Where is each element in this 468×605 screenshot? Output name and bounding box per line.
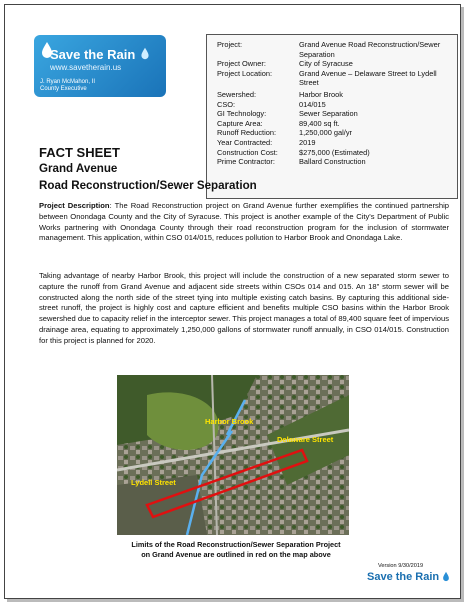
info-key: Sewershed: (217, 89, 257, 99)
info-row (207, 119, 457, 129)
description-label: Project Description (39, 201, 110, 210)
project-detail-paragraph: Taking advantage of nearby Harbor Brook, this project will include the construction of a new separated storm sewer to capture the runoff from Grand Avenue and adjacent side streets within CSOs 014 and 015. An 18" storm sewer will be constructed along the north side of the street tying into multiple existing catch basins. By capturing this additional side-street runoff, the project is highly cost and capture efficient and benefits multiple CSO basins within the Harbor Brook sewershed due to capacity relief in the interceptor sewer. This project manages a total of 89,400 square feet of impervious drainage area, equating to approximately 1,250,000 gallons of stormwater runoff annually, in CSO 014/015. Construction for this project is planned for 2020. (39, 271, 449, 345)
logo-url: www.savetherain.us (50, 63, 122, 72)
executive-name: J. Ryan McMahon, II (40, 79, 96, 85)
info-key: CSO: (217, 99, 236, 109)
info-value: Ballard Construction (299, 157, 366, 167)
info-value: 2019 (299, 137, 316, 147)
heading-fact-sheet: FACT SHEET (39, 145, 120, 160)
info-value: 014/015 (299, 99, 326, 109)
info-row (207, 90, 457, 100)
info-key: Runoff Reduction: (217, 128, 277, 138)
info-value: 1,250,000 gal/yr (299, 128, 353, 138)
description-text: : The Road Reconstruction project on Grand Avenue further exemplifies the continued partnership between Onondaga County and the City of Syracuse. This project is another example of the City's Department of Public Works partnering with Onondaga County through their road reconstruction program for the inclusion of stormwater management. This application, within CSO 014/015, reduces pollution to Harbor Brook and Onondaga Lake. (39, 201, 449, 243)
caption-line-2: on Grand Avenue are outlined in red on the map above (141, 549, 331, 559)
info-value: 89,400 sq ft. (299, 118, 340, 128)
map-label-harbor-brook: Harbor Brook (205, 417, 254, 426)
info-row (207, 69, 457, 88)
info-row (207, 40, 457, 59)
page-heading (39, 145, 257, 192)
info-value: Sewer Separation (299, 109, 358, 119)
version-label: Version 9/30/2019 (378, 563, 424, 569)
info-value: Harbor Brook (299, 89, 343, 99)
heading-project-type: Road Reconstruction/Sewer Separation (39, 179, 257, 192)
logo-executive (40, 79, 95, 93)
info-key: Year Contracted: (217, 137, 273, 147)
map-label-delaware-street: Delaware Street (277, 435, 334, 444)
aerial-map-image (117, 375, 349, 535)
info-value: Grand Avenue Road Reconstruction/Sewer Separation (299, 40, 441, 59)
logo-title: Save the Rain (50, 47, 136, 62)
info-value: City of Syracuse (299, 59, 353, 69)
heading-project-name: Grand Avenue (39, 162, 118, 175)
info-key: Capture Area: (217, 118, 263, 128)
info-row (207, 59, 457, 69)
info-key: GI Technology: (217, 109, 267, 119)
footer-logo (367, 571, 450, 583)
info-key: Project: (217, 40, 243, 49)
info-value: Grand Avenue – Delaware Street to Lydell Street (299, 68, 437, 88)
fact-sheet-page (4, 4, 461, 599)
info-key: Project Owner: (217, 59, 266, 69)
info-key: Prime Contractor: (217, 157, 275, 167)
info-key: Construction Cost: (217, 147, 278, 157)
map-caption (107, 540, 365, 559)
footer-logo-text: Save the Rain (367, 571, 440, 583)
info-row (207, 109, 457, 119)
footer-raindrop-icon (442, 571, 450, 582)
info-value: $275,000 (Estimated) (299, 147, 370, 157)
map-label-lydell-street: Lydell Street (131, 478, 176, 487)
info-row (207, 128, 457, 138)
info-key: Project Location: (217, 68, 273, 78)
executive-role: County Executive (40, 86, 87, 92)
project-description-paragraph (39, 201, 449, 244)
caption-line-1: Limits of the Road Reconstruction/Sewer Separation Project (131, 540, 341, 549)
aerial-map (117, 375, 349, 535)
info-row (207, 100, 457, 110)
save-the-rain-logo (34, 35, 166, 97)
small-raindrop-icon (140, 47, 150, 60)
